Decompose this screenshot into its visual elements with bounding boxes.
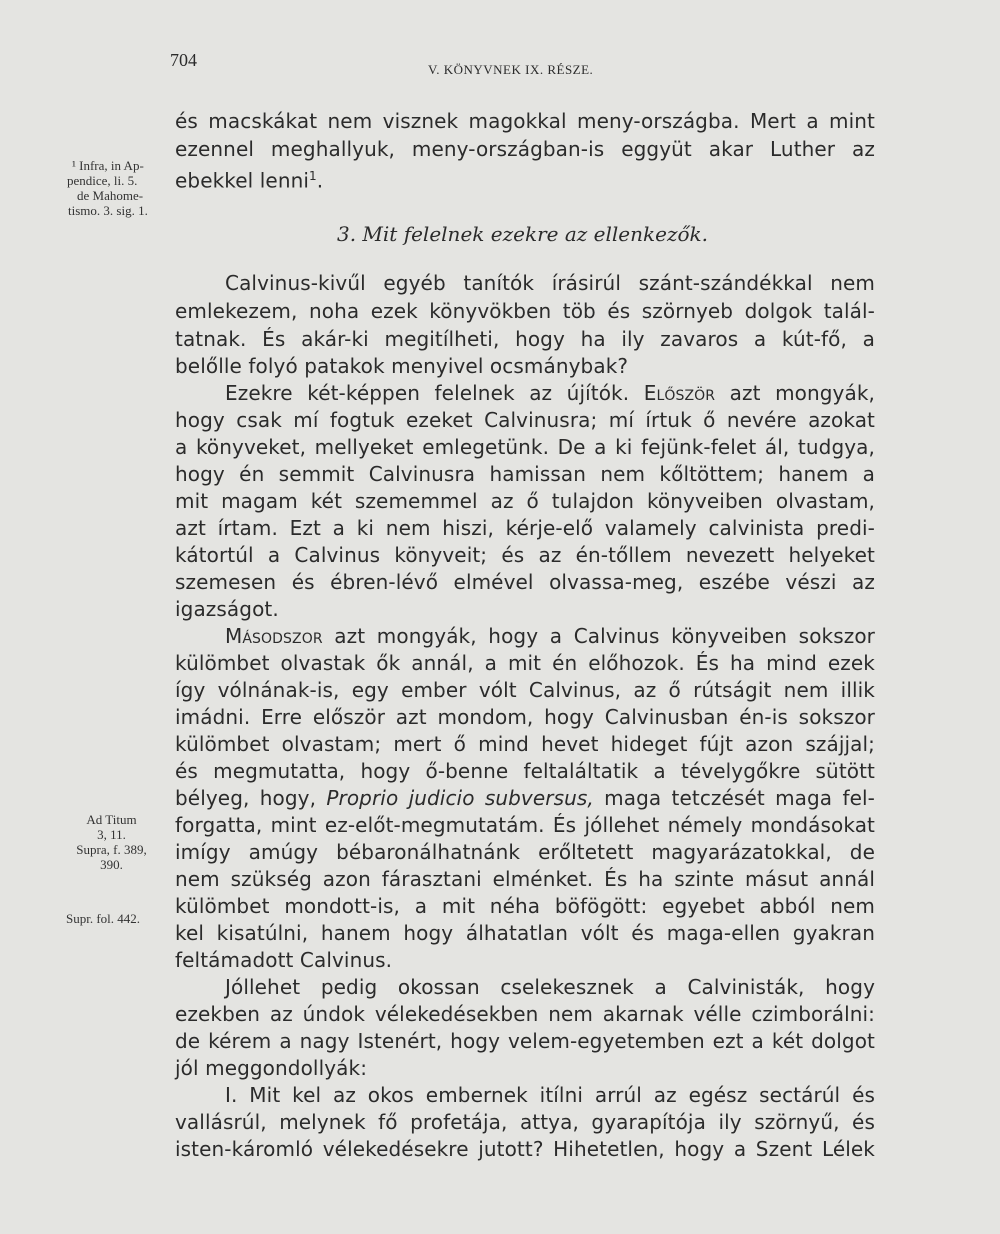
footnote-mark: 1 — [309, 169, 317, 183]
text-line: Calvinus-kivűl egyéb tanítók írásirúl szánt-szándékkal nem — [225, 271, 875, 295]
text-line: tatnak. És akár-ki megitílheti, hogy ha ily zavaros a kút-fő, a — [175, 327, 875, 351]
text-line: imádni. Erre először azt mondom, hogy Calvinusban én-is sokszor — [175, 705, 875, 729]
text-line — [175, 163, 875, 194]
text-fragment: Ezekre két-képpen felelnek az újítók. — [225, 381, 630, 405]
margin-note-line: ¹ Infra, in Ap- — [72, 158, 144, 173]
text-line: így vólnának-is, egy ember vólt Calvinus, az ő rútságit nem illik — [175, 678, 875, 702]
text-fragment: . — [316, 168, 324, 193]
small-caps-word: Először — [643, 381, 716, 405]
text-line: hogy én semmit Calvinusra hamissan nem kőltöttem; hanem a — [175, 462, 875, 486]
margin-note-line: tismo. 3. sig. 1. — [68, 203, 148, 218]
text-line — [175, 785, 875, 811]
text-line: forgatta, mint ez-előt-megmutatám. És jóllehet némely mondásokat — [175, 813, 875, 837]
margin-note-line: Ad Titum — [86, 812, 137, 827]
margin-note-line: 3, 11. — [97, 827, 126, 842]
text-line — [175, 623, 875, 649]
running-head: V. KÖNYVNEK IX. RÉSZE. — [428, 62, 594, 77]
text-line: ezekben az úndok vélekedésekben nem akarnak vélle czimborálni: — [175, 1002, 875, 1026]
text-line: belőlle folyó patakok menyivel ocsmánybak? — [175, 354, 629, 378]
text-line: ezennel meghallyuk, meny-országban-is eggyüt akar Luther az — [175, 137, 875, 161]
text-line: hogy csak mí fogtuk ezeket Calvinusra; mí írtuk ő nevére azokat — [175, 408, 875, 432]
text-line: a könyveket, mellyeket emlegetünk. De a ki fejünk-felet ál, tudgya, — [175, 435, 875, 459]
margin-note-supr: Supr. fol. 442. — [66, 911, 141, 926]
text-line: isten-káromló vélekedésekre jutott? Hihetetlen, hogy a Szent Lélek — [175, 1137, 875, 1161]
text-fragment: ebekkel lenni — [175, 168, 310, 193]
text-line: azt írtam. Ezt a ki nem hiszi, kérje-elő valamely calvinista predi- — [175, 516, 875, 540]
text-line: Jóllehet pedig okossan cselekesznek a Calvinisták, hogy — [225, 975, 875, 999]
text-line: szemesen és ébren-lévő elmével olvassa-meg, eszébe vészi az — [175, 570, 875, 594]
margin-note-line: de Mahome- — [77, 188, 144, 203]
text-line: I. Mit kel az okos embernek itílni arrúl az egész sectárúl és — [225, 1083, 875, 1107]
text-line: kel kisatúlni, hanem hogy álhatatlan vólt és maga-ellen gyakran — [175, 921, 875, 945]
small-caps-word: Másodszor — [225, 624, 323, 648]
text-fragment: maga tetczését maga fel- — [604, 786, 875, 810]
text-line: igazságot. — [175, 597, 279, 621]
text-line: mit magam két szememmel az ő tulajdon könyveiben olvastam, — [175, 489, 875, 513]
text-line: és macskákat nem visznek magokkal meny-országba. Mert a mint — [175, 109, 875, 133]
text-line: külömbet olvastak ők annál, a mit én előhozok. És ha mind ezek — [175, 651, 875, 675]
page-number: 704 — [170, 50, 197, 70]
text-line: külömbet mondott-is, a mit néha böfögött: egyebet abból nem — [175, 894, 875, 918]
margin-note-line: Supra, f. 389, — [76, 842, 147, 857]
text-line: feltámadott Calvinus. — [175, 948, 393, 972]
text-line: emlekezem, noha ezek könyvökben töb és szörnyeb dolgok talál- — [175, 299, 875, 323]
margin-note-infra — [67, 158, 148, 218]
text-line: kátortúl a Calvinus könyveit; és az én-tőllem nevezett helyeket — [175, 543, 875, 567]
text-line: imígy amúgy bébaronálhatnánk erőltetett magyarázatokkal, de — [175, 840, 875, 864]
text-line: jól meggondollyák: — [175, 1056, 368, 1080]
margin-note-ad-titum — [64, 812, 159, 872]
text-line — [175, 380, 875, 406]
text-fragment: bélyeg, hogy, — [175, 786, 317, 810]
latin-quote: Proprio judicio subversus, — [326, 786, 594, 810]
text-line: de kérem a nagy Istenért, hogy velem-egyetemben ezt a két dolgot — [175, 1029, 875, 1053]
margin-note-line: 390. — [100, 857, 123, 872]
text-line: külömbet olvastam; mert ő mind hevet hideget fújt azon szájjal; — [175, 732, 875, 756]
section-heading: 3. Mit felelnek ezekre az ellenkezők. — [336, 222, 709, 246]
text-line: és megmutatta, hogy ő-benne feltaláltatik a tévelygőkre sütött — [175, 759, 875, 783]
text-fragment: azt mongyák, hogy a Calvinus könyveiben sokszor — [334, 624, 875, 648]
text-line: vallásrúl, melynek fő profetája, attya, gyarapítója ily szörnyű, és — [175, 1110, 875, 1134]
text-fragment: azt mongyák, — [729, 381, 875, 405]
margin-note-line: pendice, li. 5. — [67, 173, 138, 188]
text-line: nem szükség azon fárasztani elménket. És ha szinte másut annál — [175, 867, 875, 891]
